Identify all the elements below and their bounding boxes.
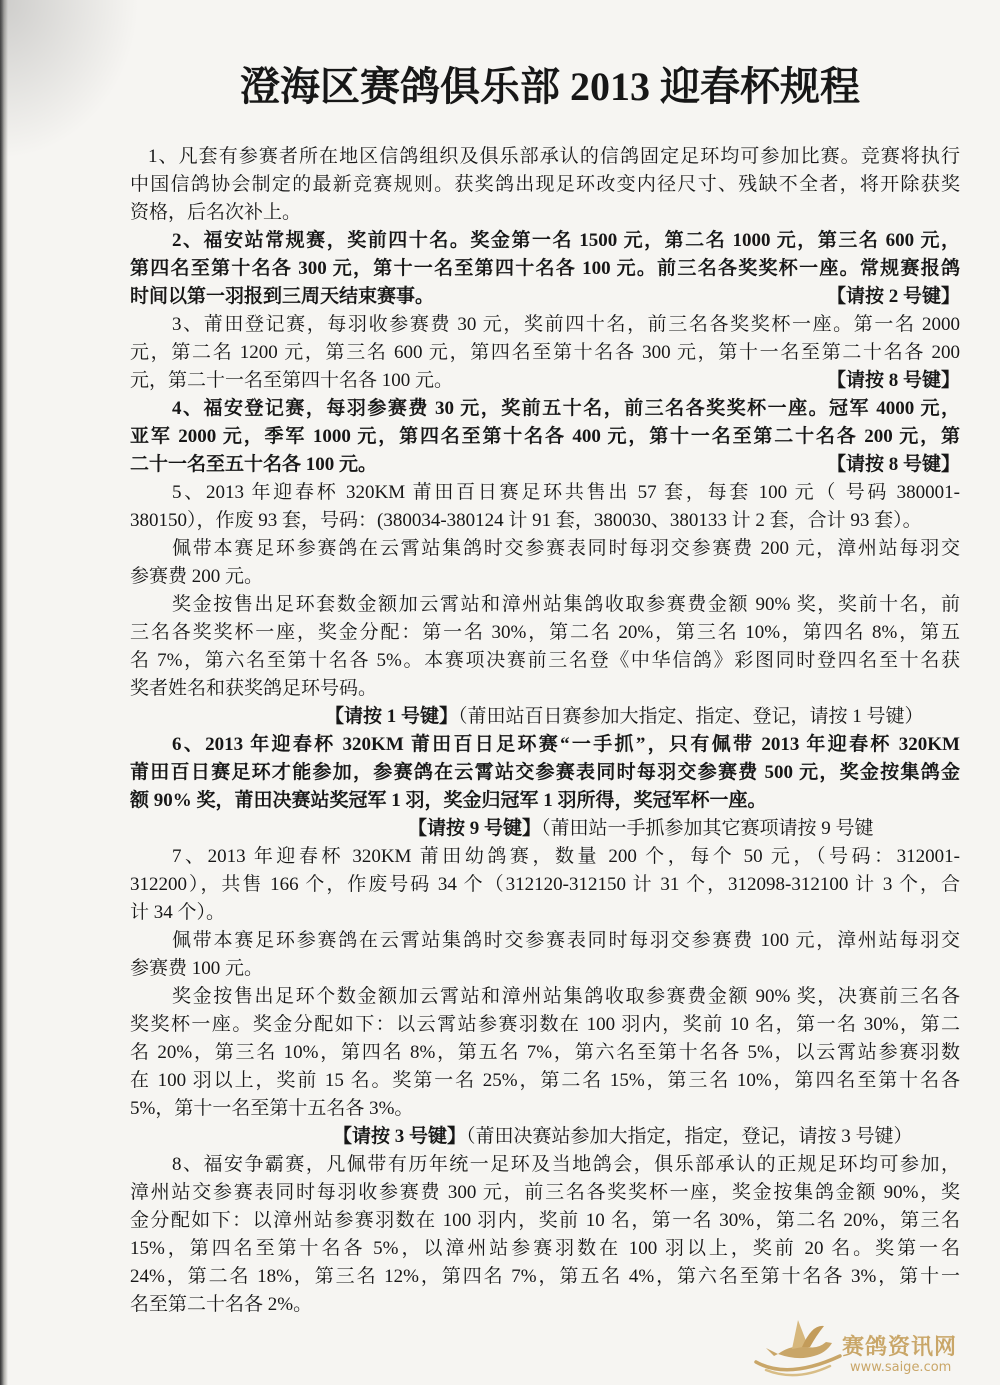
text-line-with-key [130, 367, 960, 395]
key-hint: 【请按 8 号键】 [826, 454, 960, 475]
text-line: 莆田百日赛足环才能参加，参赛鸽在云霄站交参赛表同时每羽交参赛费 500 元，奖金按集鸽金 [130, 762, 960, 783]
watermark-brand: 赛鸽资讯网 [842, 1335, 958, 1360]
key-note: （莆田站百日赛参加大指定、指定、登记，请按 1 号键） [458, 706, 924, 727]
document-body [130, 143, 960, 1319]
text-line: 5%，第十一名至第十五名各 3%。 [130, 1098, 414, 1119]
rule-5-entry-fee-paragraph [130, 535, 960, 591]
rule-7-paragraph [130, 843, 960, 927]
text-line: 8、福安争霸赛，凡佩带有历年统一足环及当地鸽会，俱乐部承认的正规足环均可参加， [172, 1154, 960, 1175]
text-line: 额 90% 奖，莆田决赛站奖冠军 1 羽，奖金归冠军 1 羽所得，奖冠军杯一座。 [130, 790, 767, 811]
text-line: 计 34 个）。 [130, 902, 226, 923]
rule-5-prize-paragraph [130, 591, 960, 703]
text-line: 2、福安站常规赛，奖前四十名。奖金第一名 1500 元，第二名 1000 元，第三名 600 元， [172, 230, 960, 251]
text-line: 第四名至第十名各 300 元，第十一名至第四十名各 100 元。前三名各奖奖杯一座。常规赛报鸽 [130, 258, 960, 279]
text-line: 中国信鸽协会制定的最新竞赛规则。获奖鸽出现足环改变内径尺寸、残缺不全者，将开除获奖 [130, 174, 960, 195]
key-note: （莆田决赛站参加大指定，指定，登记，请按 3 号键） [466, 1126, 913, 1147]
scan-edge [0, 0, 8, 1385]
text-line: 5、2013 年迎春杯 320KM 莆田百日赛足环共售出 57 套，每套 100 元（ 号码 380001- [172, 482, 960, 503]
text-line: 4、福安登记赛，每羽参赛费 30 元，奖前五十名，前三名各奖奖杯一座。冠军 4000 元， [172, 398, 960, 419]
text-line: 24%，第二名 18%，第三名 12%，第四名 7%，第五名 4%，第六名至第十名各 3%，第十一 [130, 1266, 960, 1287]
key-hint: 【请按 9 号键】 [408, 818, 542, 839]
text-line: 参赛费 100 元。 [130, 958, 264, 979]
text-line: 15%，第四名至第十名各 5%，以漳州站参赛羽数在 100 羽以上，奖前 20 名。奖第一名 [130, 1238, 960, 1259]
rule-7-entry-fee-paragraph [130, 927, 960, 983]
text-line: 佩带本赛足环参赛鸽在云霄站集鸽时交参赛表同时每羽交参赛费 100 元，漳州站每羽交 [172, 930, 960, 951]
key-hint: 【请按 8 号键】 [826, 370, 960, 391]
rule-2-paragraph [130, 227, 960, 311]
key-instruction-9 [130, 815, 960, 843]
text-line: 在 100 羽以上，奖前 15 名。奖第一名 25%，第二名 15%，第三名 10%，第四名至第十名各 [130, 1070, 960, 1091]
key-instruction-3 [130, 1123, 960, 1151]
rule-7-prize-paragraph [130, 983, 960, 1123]
key-instruction-1 [130, 703, 960, 731]
text-line: 名 20%，第三名 10%，第四名 8%，第五名 7%，第六名至第十名各 5%，以云霄站参赛羽数 [130, 1042, 960, 1063]
page-title: 澄海区赛鸽俱乐部 2013 迎春杯规程 [240, 64, 860, 109]
text-line: 资格，后名次补上。 [130, 202, 302, 223]
text-line: 312200），共售 166 个，作废号码 34 个（312120-312150 计 31 个，312098-312100 计 3 个，合 [130, 874, 960, 895]
rule-6-paragraph [130, 731, 960, 815]
text-line: 6、2013 年迎春杯 320KM 莆田百日足环赛“一手抓”，只有佩带 2013 年迎春杯 320KM [172, 734, 960, 755]
key-hint: 【请按 1 号键】 [325, 706, 459, 727]
text-line: 亚军 2000 元，季军 1000 元，第四名至第十名各 400 元，第十一名至第二十名各 200 元，第 [130, 426, 960, 447]
text-line: 奖者姓名和获奖鸽足环号码。 [130, 678, 378, 699]
scan-shadow [0, 0, 140, 160]
text-line: 380150），作废 93 套，号码：(380034-380124 计 91 套，380030、380133 计 2 套，合计 93 套）。 [130, 510, 922, 531]
text-line: 1、凡套有参赛者所在地区信鸽组织及俱乐部承认的信鸽固定足环均可参加比赛。竞赛将执行 [148, 146, 960, 167]
key-note: （莆田站一手抓参加其它赛项请按 9 号键 [541, 818, 874, 839]
key-hint: 【请按 2 号键】 [826, 286, 960, 307]
text-line-with-key [130, 451, 960, 479]
bird-logo-icon [752, 1316, 844, 1380]
text-line: 时间以第一羽报到三周天结束赛事。 [130, 286, 435, 307]
text-line: 3、莆田登记赛，每羽收参赛费 30 元，奖前四十名，前三名各奖奖杯一座。第一名 2000 [172, 314, 960, 335]
text-line: 名至第二十名各 2%。 [130, 1294, 313, 1315]
text-line: 奖金按售出足环套数金额加云霄站和漳州站集鸽收取参赛费金额 90% 奖，奖前十名，前 [172, 594, 960, 615]
text-line: 参赛费 200 元。 [130, 566, 264, 587]
rule-8-paragraph [130, 1151, 960, 1319]
text-line: 金分配如下：以漳州站参赛羽数在 100 羽内，奖前 10 名，第一名 30%，第二名 20%，第三名 [130, 1210, 960, 1231]
text-line: 奖奖杯一座。奖金分配如下：以云霄站参赛羽数在 100 羽内，奖前 10 名，第一名 30%，第二 [130, 1014, 960, 1035]
key-hint: 【请按 3 号键】 [333, 1126, 467, 1147]
text-line: 二十一名至五十名各 100 元。 [130, 454, 378, 475]
text-line: 佩带本赛足环参赛鸽在云霄站集鸽时交参赛表同时每羽交参赛费 200 元，漳州站每羽交 [172, 538, 960, 559]
text-line: 名 7%，第六名至第十名各 5%。本赛项决赛前三名登《中华信鸽》彩图同时登四名至十名获 [130, 650, 960, 671]
text-line-with-key [130, 283, 960, 311]
text-line: 漳州站交参赛表同时每羽收参赛费 300 元，前三名各奖奖杯一座，奖金按集鸽金额 90%，奖 [130, 1182, 960, 1203]
text-line: 三名各奖奖杯一座，奖金分配：第一名 30%，第二名 20%，第三名 10%，第四名 8%，第五 [130, 622, 960, 643]
text-line: 元，第二十一名至第四十名各 100 元。 [130, 370, 454, 391]
watermark-url: www.saige.com [850, 1360, 952, 1375]
rule-1-paragraph [130, 143, 960, 227]
text-line: 7、2013 年迎春杯 320KM 莆田幼鸽赛，数量 200 个，每个 50 元，（号码：312001- [172, 846, 960, 867]
site-watermark [752, 1316, 967, 1380]
rule-4-paragraph [130, 395, 960, 479]
rule-5-paragraph [130, 479, 960, 535]
rule-3-paragraph [130, 311, 960, 395]
text-line: 奖金按售出足环个数金额加云霄站和漳州站集鸽收取参赛费金额 90% 奖，决赛前三名各 [172, 986, 960, 1007]
text-line: 元，第二名 1200 元，第三名 600 元，第四名至第十名各 300 元，第十一名至第二十名各 200 [130, 342, 960, 363]
